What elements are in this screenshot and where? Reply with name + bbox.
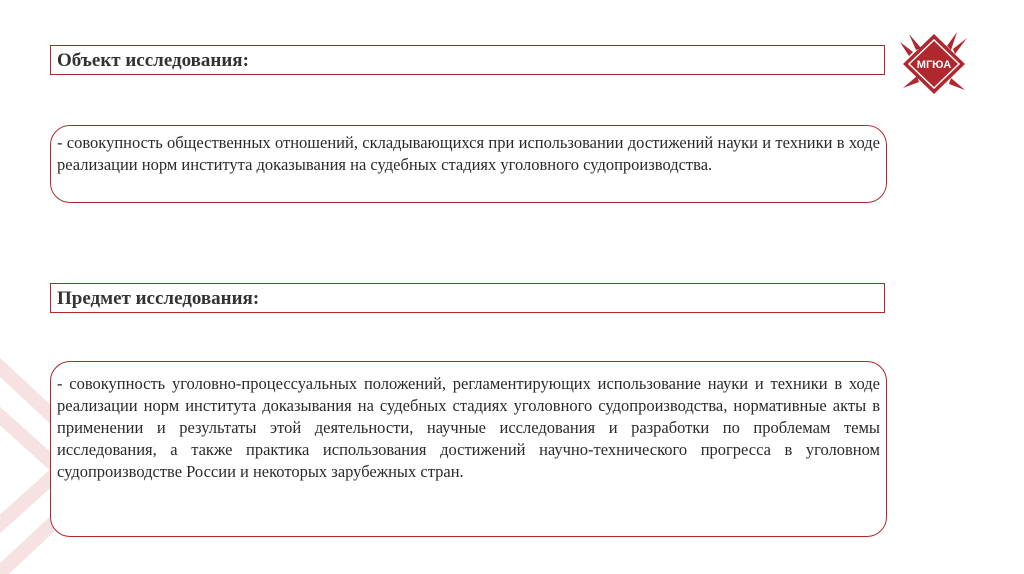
object-description-box bbox=[50, 125, 887, 203]
subject-heading bbox=[50, 283, 885, 313]
subject-description-text: - совокупность уголовно-процессуальных положений, регламентирующих использование науки и техники в ходе реализации норм института доказывания на судебных стадиях уголовного судопроизводства, нормативные акты в применении и результаты этой деятельности, научные исследования и разработки по проблемам темы исследования, а также практика использования достижений научно-технического прогресса в уголовном судопроизводстве России и некоторых зарубежных стран. bbox=[57, 374, 880, 481]
logo-text: МГЮА bbox=[916, 59, 952, 71]
object-description-text: - совокупность общественных отношений, складывающихся при использовании достижений науки и техники в ходе реализации норм института доказывания на судебных стадиях уголовного судопроизводства. bbox=[57, 133, 880, 174]
msal-logo bbox=[895, 28, 973, 100]
object-heading-text: Объект исследования: bbox=[57, 50, 249, 71]
subject-heading-text: Предмет исследования: bbox=[57, 288, 260, 309]
subject-description-box bbox=[50, 361, 887, 537]
object-heading bbox=[50, 45, 885, 75]
